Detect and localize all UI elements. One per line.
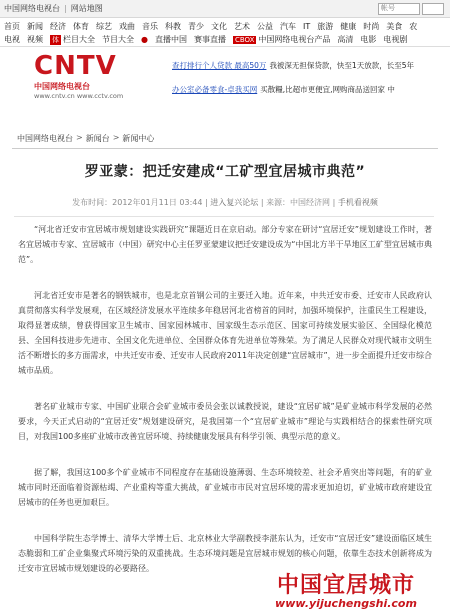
nav-item[interactable]: 综艺: [96, 22, 112, 31]
nav-item[interactable]: 农: [409, 22, 418, 31]
nav-item[interactable]: 栏目大全: [63, 35, 95, 44]
article-paragraph: “河北省迁安市宜居城市规划建设实践研究”课题近日在京启动。部分专家在研讨“宜居迁安”规划建设工作时，著名宜居城市专家、宜居城市（中国）研究中心主任罗亚蒙建议把迁安建设成为“中国北方半干旱地区工矿型宜居城市典范”。: [18, 225, 432, 264]
top-utility-bar: [0, 0, 450, 18]
nav-item[interactable]: 中国网络电视台产品: [258, 35, 331, 44]
nav-item[interactable]: 电影: [360, 35, 377, 44]
site-home-link[interactable]: 中国网络电视台: [4, 4, 60, 13]
sports-badge-icon: 体: [52, 35, 59, 44]
article-body: [18, 222, 432, 597]
nav-item[interactable]: 时尚: [363, 22, 380, 31]
nav-item[interactable]: 节目大全: [102, 35, 134, 44]
nav-item[interactable]: 科教: [165, 22, 181, 31]
breadcrumb-item[interactable]: 新闻台: [85, 134, 110, 143]
article-paragraph: 中国科学院生态学博士、清华大学博士后、北京林业大学副教授李湛东认为，迁安市“宜居迁安”建设面临区域生态脆弱和工矿企业集聚式环境污染的双重挑战。生态环境问题是宜居城市规划的核心问题，依靠生态技术创新将成为迁安市宜居城市规划建设的必要路径。: [18, 534, 432, 573]
separator: |: [64, 4, 67, 13]
article-source: 来源：中国经济网: [266, 198, 331, 207]
mobile-video-link[interactable]: 手机看视频: [337, 198, 378, 207]
article-paragraph: 据了解，我国这100多个矿业城市不同程度存在基础设施薄弱、生态环境较差、社会矛盾突出等问题，有的矿业城市同时还面临着资源枯竭、产业重构等重大挑战，矿业城市市民对宜居环境的需求更加迫切，矿业城市政府建设宜居城市的任务也更加艰巨。: [18, 468, 432, 507]
nav-item[interactable]: 音乐: [142, 22, 158, 31]
chevron-right-icon: >: [76, 133, 83, 142]
nav-item[interactable]: 体育: [73, 22, 89, 31]
logo-url: www.cntv.cn www.cctv.com: [34, 92, 124, 100]
nav-item[interactable]: 赛事直播: [193, 35, 226, 44]
live-dot-icon: ●: [141, 35, 148, 44]
site-header: [0, 47, 450, 119]
watermark-url: www.yijuchengshi.com: [275, 597, 417, 610]
nav-item[interactable]: 旅游: [317, 22, 334, 31]
nav-item[interactable]: 首页: [4, 22, 20, 31]
password-input[interactable]: [422, 3, 444, 15]
header-ads: [172, 53, 450, 101]
channel-nav: [0, 18, 450, 47]
nav-item[interactable]: 经济: [50, 22, 66, 31]
nav-item[interactable]: 青少: [188, 22, 204, 31]
ad-line: [172, 53, 450, 77]
ad-text[interactable]: 买散糧,比超市更便宜,网购商品送回家 中: [260, 84, 395, 94]
nav-item[interactable]: IT: [303, 22, 311, 31]
nav-item[interactable]: 视频: [27, 35, 43, 44]
cbox-logo-icon[interactable]: CBOX: [234, 35, 255, 44]
cntv-logo[interactable]: [34, 53, 134, 100]
divider: [14, 216, 434, 217]
nav-item[interactable]: 新闻: [27, 22, 43, 31]
breadcrumb-item[interactable]: 新闻中心: [122, 134, 155, 143]
nav-item[interactable]: 电视: [4, 35, 20, 44]
nav-item[interactable]: 直播中国: [154, 35, 187, 44]
logo-subtitle: 中国网络电视台: [34, 82, 90, 91]
publish-date: 发布时间：2012年01月11日 03:44: [72, 198, 203, 207]
nav-item[interactable]: 艺术: [234, 22, 250, 31]
nav-item[interactable]: 高清: [337, 35, 354, 44]
nav-item[interactable]: 电视剧: [383, 35, 408, 44]
forum-link[interactable]: 进入复兴论坛: [210, 198, 259, 207]
ad-link[interactable]: 办公室必备零食-卓我买网: [172, 84, 258, 94]
chevron-right-icon: >: [112, 133, 120, 142]
article-paragraph: 著名矿业城市专家、中国矿业联合会矿业城市委员会张以诚教授说，建设“宜居矿城”是矿业城市科学发展的必然要求，今天正式启动的“宜居迁安”规划建设研究，是我国第一个“宜居矿业城市”理论与实践相结合的探索性研究项目，对我国100多座矿业城市改善宜居环境、持续健康发展具有科学引领、典型示范的意义。: [18, 402, 432, 441]
ad-text[interactable]: 我被深无担保贷款，快至1天放款，长至5年: [269, 60, 414, 70]
nav-item[interactable]: 戏曲: [119, 22, 135, 31]
breadcrumb: [17, 133, 450, 144]
divider: [12, 148, 438, 149]
username-input[interactable]: [378, 3, 420, 15]
sitemap-link[interactable]: 网站地图: [70, 4, 103, 13]
channel-nav-row-2: [4, 33, 446, 46]
article-title: 罗亚蒙：把迁安建成“工矿型宜居城市典范”: [84, 164, 366, 180]
article-meta: 发布时间：2012年01月11日 03:44 | 进入复兴论坛 | 来源：中国经济网 | 手机看视频: [72, 198, 378, 207]
site-watermark: [246, 573, 446, 610]
watermark-title: 中国宜居城市: [276, 572, 415, 598]
article-paragraph: 河北省迁安市是著名的钢铁城市，也是北京首钢公司的主要迁入地。近年来，中共迁安市委、迁安市人民政府认真贯彻落实科学发展观，在区域经济发展水平连续多年稳居河北省榜首的同时，加强环境保护，注重民生工程建设，取得显著成绩，曾获得国家卫生城市、国家园林城市、国家级生态示范区、国家可持续发展实验区、全国绿化模范县、全国科技进步先进市、全国文化先进单位、全国群众体育先进单位等殊荣。为了满足人民群众对现代城市文明生活不断增长的多方面需求，中共迁安市委、迁安市人民政府2011年决定创建“宜居城市”，进一步全面提升迁安市综合城市品质。: [18, 291, 432, 375]
ad-link[interactable]: 查打排行个人贷款 最高50万: [172, 60, 267, 70]
ad-line: [172, 77, 450, 101]
breadcrumb-item[interactable]: 中国网络电视台: [17, 134, 73, 143]
nav-item[interactable]: 健康: [340, 22, 357, 31]
logo-text: CNTV: [34, 51, 117, 81]
nav-item[interactable]: 美食: [386, 22, 403, 31]
nav-item[interactable]: 汽车: [280, 22, 296, 31]
channel-nav-row-1: [4, 20, 446, 33]
nav-item[interactable]: 文化: [211, 22, 227, 31]
nav-item[interactable]: 公益: [257, 22, 273, 31]
